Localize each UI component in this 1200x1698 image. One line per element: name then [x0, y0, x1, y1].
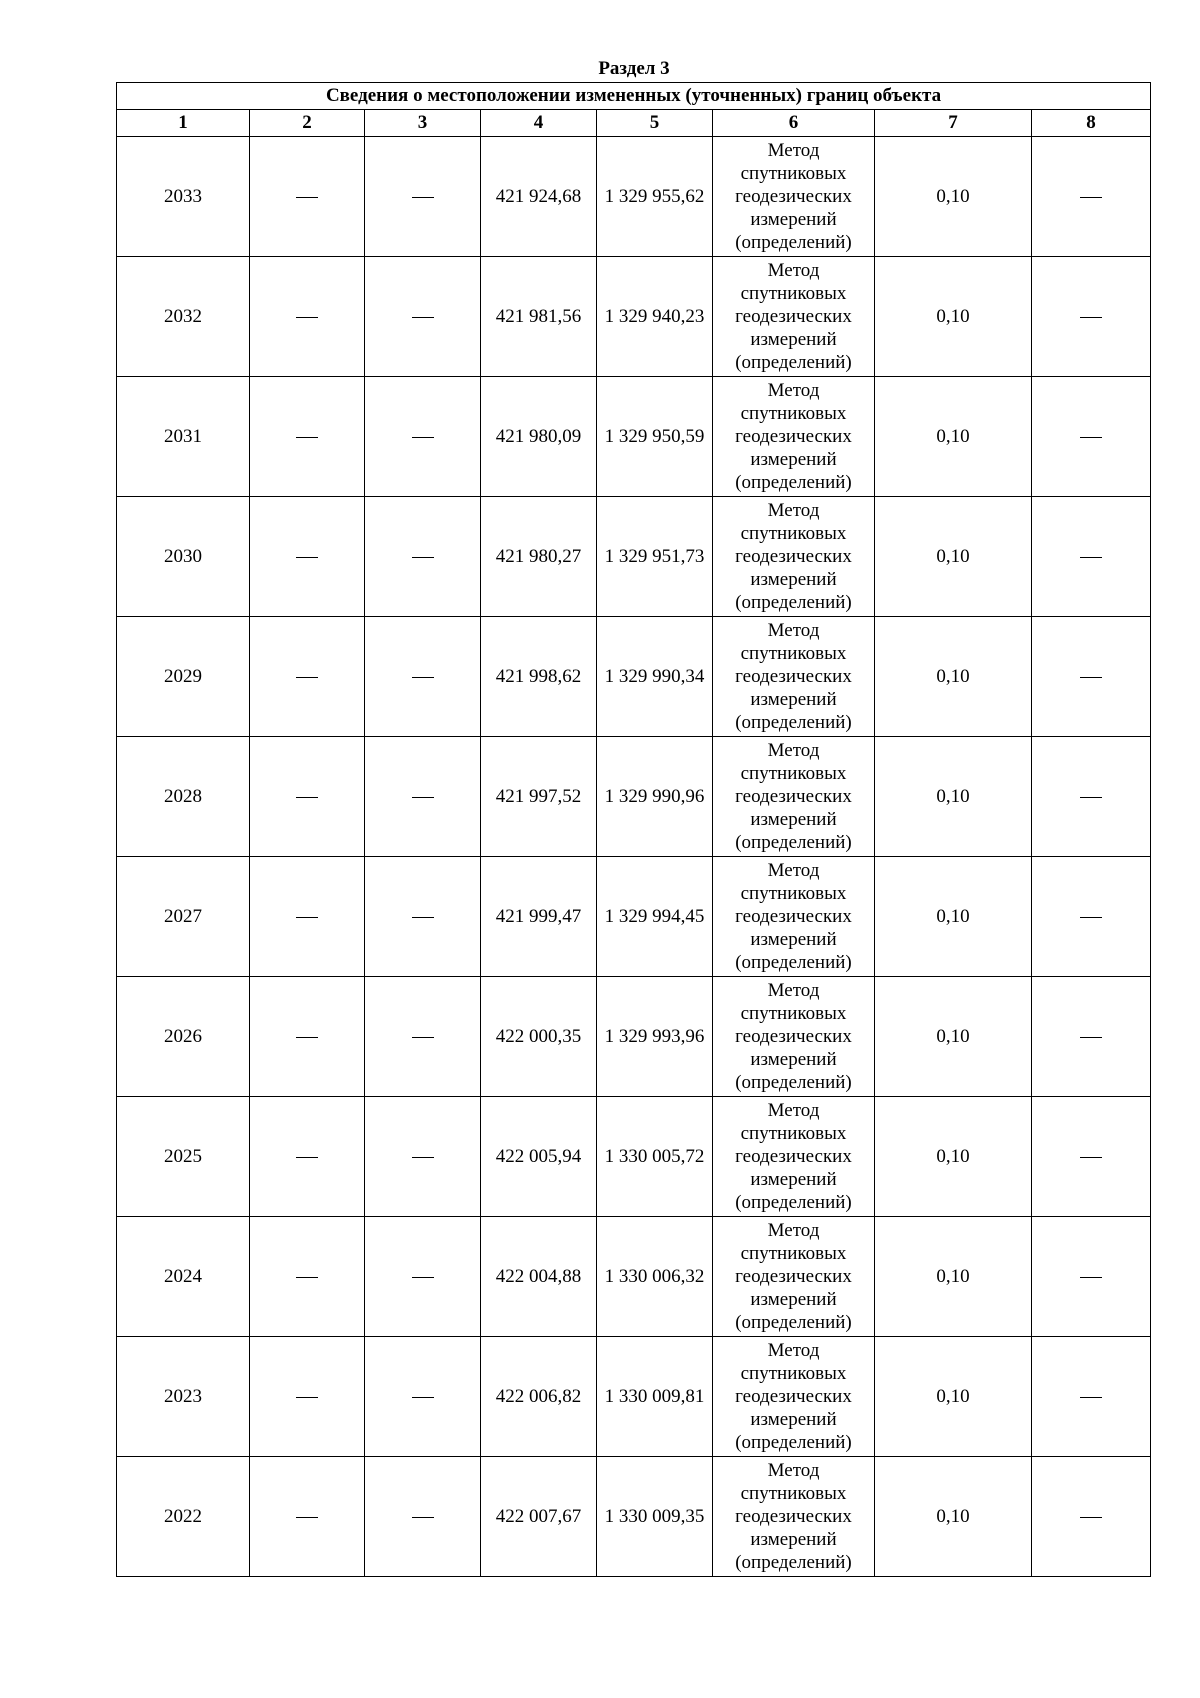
dash-mark	[412, 317, 434, 318]
method-line: (определений)	[735, 592, 852, 613]
table-row	[117, 377, 1151, 497]
method-line: Метод	[767, 1340, 820, 1361]
method-line: (определений)	[735, 952, 852, 973]
method-line: измерений	[750, 689, 837, 710]
table-row	[117, 1457, 1151, 1577]
column-2-cell	[250, 497, 365, 617]
method-line: геодезических	[735, 546, 852, 567]
point-number-cell: 2031	[117, 377, 250, 497]
dash-mark	[296, 557, 318, 558]
y-coordinate-cell: 1 329 940,23	[597, 257, 713, 377]
method-line: измерений	[750, 329, 837, 350]
method-cell	[713, 737, 875, 857]
column-8-cell	[1032, 377, 1151, 497]
dash-mark	[1080, 917, 1102, 918]
table-row	[117, 617, 1151, 737]
table-body	[117, 137, 1151, 1577]
x-coordinate-cell: 422 007,67	[481, 1457, 597, 1577]
method-cell	[713, 1217, 875, 1337]
method-line: (определений)	[735, 1192, 852, 1213]
y-coordinate-cell: 1 329 955,62	[597, 137, 713, 257]
column-8-cell	[1032, 1097, 1151, 1217]
method-cell	[713, 1337, 875, 1457]
method-line: Метод	[767, 260, 820, 281]
method-line: спутниковых	[740, 1003, 847, 1024]
column-2-cell	[250, 1337, 365, 1457]
method-line: (определений)	[735, 712, 852, 733]
column-8-cell	[1032, 1337, 1151, 1457]
accuracy-cell: 0,10	[875, 377, 1032, 497]
method-cell	[713, 497, 875, 617]
method-line: спутниковых	[740, 163, 847, 184]
y-coordinate-cell: 1 330 005,72	[597, 1097, 713, 1217]
accuracy-cell: 0,10	[875, 737, 1032, 857]
method-line: (определений)	[735, 352, 852, 373]
dash-mark	[296, 1037, 318, 1038]
column-2-cell	[250, 977, 365, 1097]
x-coordinate-cell: 421 998,62	[481, 617, 597, 737]
column-2-cell	[250, 257, 365, 377]
x-coordinate-cell: 421 999,47	[481, 857, 597, 977]
dash-mark	[296, 437, 318, 438]
column-3-cell	[365, 137, 481, 257]
y-coordinate-cell: 1 329 990,34	[597, 617, 713, 737]
method-line: Метод	[767, 1460, 820, 1481]
method-line: геодезических	[735, 1026, 852, 1047]
method-line: (определений)	[735, 1552, 852, 1573]
y-coordinate-cell: 1 330 009,35	[597, 1457, 713, 1577]
x-coordinate-cell: 422 004,88	[481, 1217, 597, 1337]
column-8-cell	[1032, 617, 1151, 737]
dash-mark	[1080, 1157, 1102, 1158]
dash-mark	[412, 1517, 434, 1518]
table-row	[117, 857, 1151, 977]
accuracy-cell: 0,10	[875, 257, 1032, 377]
method-line: спутниковых	[740, 403, 847, 424]
method-line: спутниковых	[740, 1243, 847, 1264]
dash-mark	[1080, 437, 1102, 438]
method-cell	[713, 1457, 875, 1577]
accuracy-cell: 0,10	[875, 1457, 1032, 1577]
dash-mark	[296, 197, 318, 198]
column-number-1: 1	[117, 110, 250, 137]
method-line: Метод	[767, 500, 820, 521]
column-2-cell	[250, 377, 365, 497]
x-coordinate-cell: 421 980,09	[481, 377, 597, 497]
dash-mark	[412, 197, 434, 198]
point-number-cell: 2026	[117, 977, 250, 1097]
method-line: геодезических	[735, 426, 852, 447]
boundary-coordinates-table	[116, 82, 1151, 1577]
method-line: геодезических	[735, 666, 852, 687]
point-number-cell: 2033	[117, 137, 250, 257]
column-8-cell	[1032, 1217, 1151, 1337]
method-cell	[713, 257, 875, 377]
y-coordinate-cell: 1 329 950,59	[597, 377, 713, 497]
column-number-8: 8	[1032, 110, 1151, 137]
method-line: измерений	[750, 1529, 837, 1550]
method-line: измерений	[750, 1409, 837, 1430]
method-line: геодезических	[735, 1146, 852, 1167]
method-line: геодезических	[735, 306, 852, 327]
y-coordinate-cell: 1 329 951,73	[597, 497, 713, 617]
column-3-cell	[365, 257, 481, 377]
table-row	[117, 1097, 1151, 1217]
method-line: (определений)	[735, 1312, 852, 1333]
column-number-3: 3	[365, 110, 481, 137]
column-8-cell	[1032, 257, 1151, 377]
y-coordinate-cell: 1 329 993,96	[597, 977, 713, 1097]
method-line: геодезических	[735, 1506, 852, 1527]
method-cell	[713, 857, 875, 977]
dash-mark	[412, 1037, 434, 1038]
dash-mark	[296, 917, 318, 918]
dash-mark	[1080, 677, 1102, 678]
method-line: спутниковых	[740, 1483, 847, 1504]
dash-mark	[412, 797, 434, 798]
method-line: спутниковых	[740, 1363, 847, 1384]
method-line: спутниковых	[740, 643, 847, 664]
point-number-cell: 2024	[117, 1217, 250, 1337]
table-row	[117, 497, 1151, 617]
column-number-5: 5	[597, 110, 713, 137]
method-line: Метод	[767, 1220, 820, 1241]
dash-mark	[412, 557, 434, 558]
dash-mark	[1080, 797, 1102, 798]
dash-mark	[296, 317, 318, 318]
point-number-cell: 2032	[117, 257, 250, 377]
dash-mark	[1080, 1277, 1102, 1278]
column-3-cell	[365, 497, 481, 617]
point-number-cell: 2028	[117, 737, 250, 857]
dash-mark	[1080, 1517, 1102, 1518]
method-line: спутниковых	[740, 283, 847, 304]
point-number-cell: 2027	[117, 857, 250, 977]
method-line: спутниковых	[740, 1123, 847, 1144]
x-coordinate-cell: 421 980,27	[481, 497, 597, 617]
column-3-cell	[365, 1337, 481, 1457]
table-row	[117, 1217, 1151, 1337]
column-number-4: 4	[481, 110, 597, 137]
dash-mark	[296, 1517, 318, 1518]
accuracy-cell: 0,10	[875, 977, 1032, 1097]
column-3-cell	[365, 617, 481, 737]
x-coordinate-cell: 422 006,82	[481, 1337, 597, 1457]
method-cell	[713, 137, 875, 257]
method-line: геодезических	[735, 1386, 852, 1407]
accuracy-cell: 0,10	[875, 1217, 1032, 1337]
method-line: геодезических	[735, 1266, 852, 1287]
method-line: геодезических	[735, 186, 852, 207]
y-coordinate-cell: 1 329 994,45	[597, 857, 713, 977]
column-2-cell	[250, 617, 365, 737]
dash-mark	[412, 1277, 434, 1278]
dash-mark	[412, 917, 434, 918]
point-number-cell: 2025	[117, 1097, 250, 1217]
dash-mark	[1080, 317, 1102, 318]
method-line: (определений)	[735, 232, 852, 253]
method-cell	[713, 617, 875, 737]
dash-mark	[412, 1397, 434, 1398]
x-coordinate-cell: 421 924,68	[481, 137, 597, 257]
column-2-cell	[250, 857, 365, 977]
method-cell	[713, 377, 875, 497]
column-number-2: 2	[250, 110, 365, 137]
column-8-cell	[1032, 497, 1151, 617]
column-3-cell	[365, 1097, 481, 1217]
x-coordinate-cell: 422 005,94	[481, 1097, 597, 1217]
method-line: измерений	[750, 1289, 837, 1310]
dash-mark	[296, 1397, 318, 1398]
method-cell	[713, 1097, 875, 1217]
dash-mark	[296, 677, 318, 678]
point-number-cell: 2023	[117, 1337, 250, 1457]
column-2-cell	[250, 137, 365, 257]
column-3-cell	[365, 1457, 481, 1577]
column-3-cell	[365, 977, 481, 1097]
dash-mark	[412, 437, 434, 438]
accuracy-cell: 0,10	[875, 137, 1032, 257]
method-line: (определений)	[735, 1072, 852, 1093]
accuracy-cell: 0,10	[875, 497, 1032, 617]
method-line: (определений)	[735, 1432, 852, 1453]
method-line: Метод	[767, 860, 820, 881]
table-caption: Сведения о местоположении измененных (уточненных) границ объекта	[117, 83, 1151, 110]
column-3-cell	[365, 737, 481, 857]
column-number-row	[117, 110, 1151, 137]
section-title: Раздел 3	[598, 58, 670, 79]
method-line: спутниковых	[740, 763, 847, 784]
column-8-cell	[1032, 737, 1151, 857]
method-line: геодезических	[735, 906, 852, 927]
column-8-cell	[1032, 857, 1151, 977]
dash-mark	[412, 1157, 434, 1158]
dash-mark	[296, 1157, 318, 1158]
y-coordinate-cell: 1 330 009,81	[597, 1337, 713, 1457]
method-line: Метод	[767, 980, 820, 1001]
method-line: измерений	[750, 1049, 837, 1070]
dash-mark	[1080, 1397, 1102, 1398]
column-3-cell	[365, 1217, 481, 1337]
method-line: Метод	[767, 740, 820, 761]
dash-mark	[412, 677, 434, 678]
point-number-cell: 2029	[117, 617, 250, 737]
column-number-6: 6	[713, 110, 875, 137]
method-line: измерений	[750, 1169, 837, 1190]
column-3-cell	[365, 377, 481, 497]
method-line: Метод	[767, 140, 820, 161]
method-line: измерений	[750, 209, 837, 230]
accuracy-cell: 0,10	[875, 1097, 1032, 1217]
column-8-cell	[1032, 977, 1151, 1097]
accuracy-cell: 0,10	[875, 857, 1032, 977]
method-line: измерений	[750, 929, 837, 950]
dash-mark	[1080, 197, 1102, 198]
method-line: Метод	[767, 620, 820, 641]
column-2-cell	[250, 1457, 365, 1577]
table-row	[117, 737, 1151, 857]
method-line: спутниковых	[740, 883, 847, 904]
column-2-cell	[250, 1097, 365, 1217]
dash-mark	[296, 797, 318, 798]
method-line: спутниковых	[740, 523, 847, 544]
y-coordinate-cell: 1 330 006,32	[597, 1217, 713, 1337]
dash-mark	[1080, 557, 1102, 558]
method-line: (определений)	[735, 832, 852, 853]
dash-mark	[296, 1277, 318, 1278]
column-8-cell	[1032, 1457, 1151, 1577]
point-number-cell: 2022	[117, 1457, 250, 1577]
point-number-cell: 2030	[117, 497, 250, 617]
column-number-7: 7	[875, 110, 1032, 137]
dash-mark	[1080, 1037, 1102, 1038]
x-coordinate-cell: 421 997,52	[481, 737, 597, 857]
column-8-cell	[1032, 137, 1151, 257]
table-row	[117, 257, 1151, 377]
method-line: Метод	[767, 380, 820, 401]
method-line: геодезических	[735, 786, 852, 807]
column-2-cell	[250, 1217, 365, 1337]
column-2-cell	[250, 737, 365, 857]
method-cell	[713, 977, 875, 1097]
method-line: измерений	[750, 569, 837, 590]
table-row	[117, 1337, 1151, 1457]
x-coordinate-cell: 421 981,56	[481, 257, 597, 377]
accuracy-cell: 0,10	[875, 617, 1032, 737]
accuracy-cell: 0,10	[875, 1337, 1032, 1457]
method-line: (определений)	[735, 472, 852, 493]
table-row	[117, 137, 1151, 257]
method-line: Метод	[767, 1100, 820, 1121]
column-3-cell	[365, 857, 481, 977]
table-row	[117, 977, 1151, 1097]
y-coordinate-cell: 1 329 990,96	[597, 737, 713, 857]
method-line: измерений	[750, 809, 837, 830]
x-coordinate-cell: 422 000,35	[481, 977, 597, 1097]
table-caption-row	[117, 83, 1151, 110]
method-line: измерений	[750, 449, 837, 470]
